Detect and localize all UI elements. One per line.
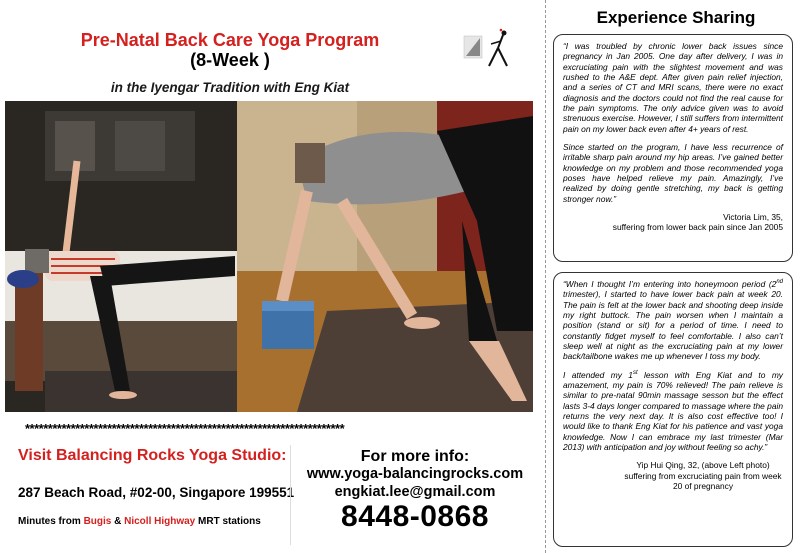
- testimonial-condition: suffering from excruciating pain from week: [624, 470, 782, 481]
- testimonial-signature: [563, 212, 783, 233]
- mrt-suffix: MRT stations: [195, 516, 261, 527]
- text-run: trimester), I started to have lower back pain at week 20. The pain is felt at the lower back and shooting deep inside my right buttock. The pain worsen when I maintain a position (stand or sit) for a period of time. I need to constantly fidget myself to feel comfortable. I also can’t sleep well at night as the excruciating pain at my lower back/tailbone wakes me up whenever I toss my body.: [563, 289, 783, 362]
- testimonial-victoria: [553, 34, 793, 262]
- program-tradition: in the Iyengar Tradition with Eng Kiat: [110, 80, 350, 95]
- testimonial-name: Victoria Lim, 35,: [723, 211, 783, 222]
- more-info-heading: For more info:: [360, 448, 470, 465]
- experience-heading: Experience Sharing: [596, 8, 756, 27]
- program-duration: (8-Week ): [190, 50, 270, 70]
- testimonial-paragraph: “I was troubled by chronic lower back issues since pregnancy in Jan 2005. One day after delivery, I was in excruciating pain with the slightest movement and was rushed to the A&E dept. After given pain relief injection, and a series of CT and MRI scans, there were no exact diagnosis and the doctors could not find the real cause for the pain symptoms. The only advice given was to avoid strenuous exercise. However, I still suffers from intermittent pain on my lower back even after 4+ years of rest.: [563, 41, 783, 134]
- text-run: I attended my 1: [563, 369, 633, 380]
- text-run: “When I thought I’m entering into honeymoon period (2: [563, 279, 777, 289]
- mrt-bugis: Bugis: [83, 516, 112, 527]
- testimonial-yip: [553, 272, 793, 547]
- fold-line: [545, 0, 546, 553]
- yoga-photo-standing-pose: [5, 101, 237, 412]
- testimonial-paragraph: [563, 370, 783, 453]
- mrt-info: [18, 516, 261, 527]
- text-run: lesson with Eng Kiat and to my amazement, my pain is 70% relieved! The pain relieve is similar to pre-natal 90min massage sesson but the effect lasts 3-4 days longer compared to massage where the pain returns the very next day. It is also cost effective too! I would like to thank Eng Kiat for his patience and vast yoga knowledge. Now I can embrace my last trimester (Mar 2013) with anticipation and joy without feeling so achy.”: [563, 369, 783, 452]
- testimonial-condition: suffering from lower back pain since Jan 2005: [612, 222, 783, 233]
- testimonial-name: Yip Hui Qing, 32, (above Left photo): [636, 460, 770, 471]
- mrt-and: &: [111, 516, 125, 527]
- testimonial-paragraph: [563, 279, 783, 362]
- website-link[interactable]: www.yoga-balancingrocks.com: [306, 466, 524, 482]
- program-title: Pre-Natal Back Care Yoga Program: [80, 30, 380, 50]
- testimonial-condition: 20 of pregnancy: [672, 481, 734, 492]
- yoga-logo-icon: [462, 28, 512, 70]
- testimonial-signature: [563, 460, 783, 492]
- email-link[interactable]: engkiat.lee@gmail.com: [334, 484, 496, 500]
- superscript: nd: [776, 279, 783, 286]
- testimonial-paragraph: Since started on the program, I have less recurrence of irritable sharp pain around my hip areas. I’ve gained better knowledge on my problem and those recommended yoga poses have helped relieve my pain. Amazingly, I’ve realized by doing gentle stretching, my back is getting stronger now.”: [563, 141, 783, 204]
- mrt-nicoll-highway: Nicoll Highway: [124, 516, 196, 527]
- yoga-photo-block-pose: [237, 101, 533, 412]
- visit-studio-heading: Visit Balancing Rocks Yoga Studio:: [18, 447, 287, 464]
- mrt-prefix: Minutes from: [18, 516, 84, 527]
- divider-stars: **********************************************************************: [25, 421, 345, 436]
- superscript: st: [632, 369, 638, 376]
- phone-number: 8448-0868: [341, 500, 489, 533]
- studio-address: 287 Beach Road, #02-00, Singapore 199551: [18, 485, 295, 500]
